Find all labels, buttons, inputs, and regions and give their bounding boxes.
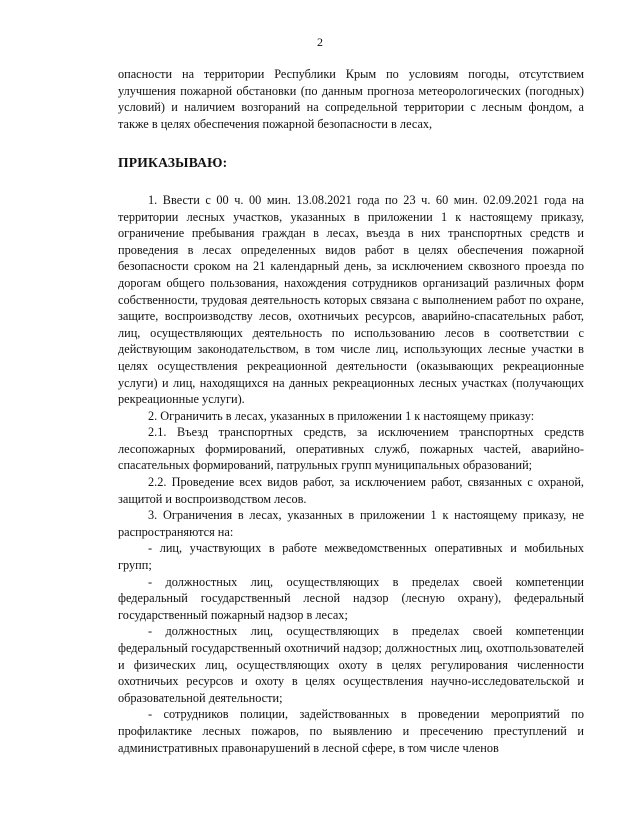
list-item: - должностных лиц, осуществляющих в пределах своей компетенции федеральный государственный охотничий надзор; должностных лиц, охотпользователей и физических лиц, осуществляющих охоту в целях регулирования численности охотничьих ресурсов и охоту в целях осуществления научно-исследовательской и образовательной деятельности;: [118, 624, 584, 705]
list-item: - должностных лиц, осуществляющих в пределах своей компетенции федеральный государственный лесной надзор (лесную охрану), федеральный государственный пожарный надзор в лесах;: [118, 574, 584, 622]
list-item: - сотрудников полиции, задействованных в проведении мероприятий по профилактике лесных пожаров, по выявлению и пресечению преступлений и административных правонарушений в лесной сфере, в том числе членов: [118, 707, 584, 755]
page-number: 2: [317, 35, 323, 49]
paragraph-2-2: 2.2. Проведение всех видов работ, за исключением работ, связанных с охраной, защитой и воспроизводством лесов.: [118, 475, 584, 506]
order-heading: ПРИКАЗЫВАЮ:: [118, 155, 228, 171]
paragraph-1: 1. Ввести с 00 ч. 00 мин. 13.08.2021 года по 23 ч. 60 мин. 02.09.2021 года на территории лесных участков, указанных в приложении 1 к настоящему приказу, ограничение пребывания граждан в лесах, въезда в них транспортных средств и проведения в лесах определенных видов работ в целях обеспечения пожарной безопасности сроком на 21 календарный день, за исключением сквозного проезда по дорогам общего пользования, нахождения сотрудников организаций различных форм собственности, трудовая деятельность которых связана с выполнением работ по охране, защите, воспроизводству лесов, охотничьих ресурсов, аварийно-спасательных работ, лиц, осуществляющих деятельность по использованию лесов в соответствии с действующим законодательством, в том числе лиц, использующих лесные участки в целях осуществления рекреационной деятельности (оказывающих рекреационные услуги) и лиц, находящихся на данных рекреационных лесных участках (получающих рекреационные услуги).: [118, 192, 584, 407]
paragraph-3: 3. Ограничения в лесах, указанных в приложении 1 к настоящему приказу, не распространяются на:: [118, 508, 584, 539]
paragraph-2: 2. Ограничить в лесах, указанных в приложении 1 к настоящему приказу:: [148, 408, 535, 423]
paragraph-2-1: 2.1. Въезд транспортных средств, за исключением транспортных средств лесопожарных формирований, оперативных служб, пожарных частей, аварийно- спасательных формирований, патрульных групп муниципальных образований;: [118, 425, 584, 473]
document-body: [118, 66, 584, 756]
intro-paragraph: опасности на территории Республики Крым по условиям погоды, отсутствием улучшения пожарной обстановки (по данным прогноза метеорологических (погодных) условий) и наличием возгораний на сопредельной территории с лесным фондом, а также в целях обеспечения пожарной безопасности в лесах,: [118, 67, 584, 131]
list-item: - лиц, участвующих в работе межведомственных оперативных и мобильных групп;: [118, 541, 584, 573]
